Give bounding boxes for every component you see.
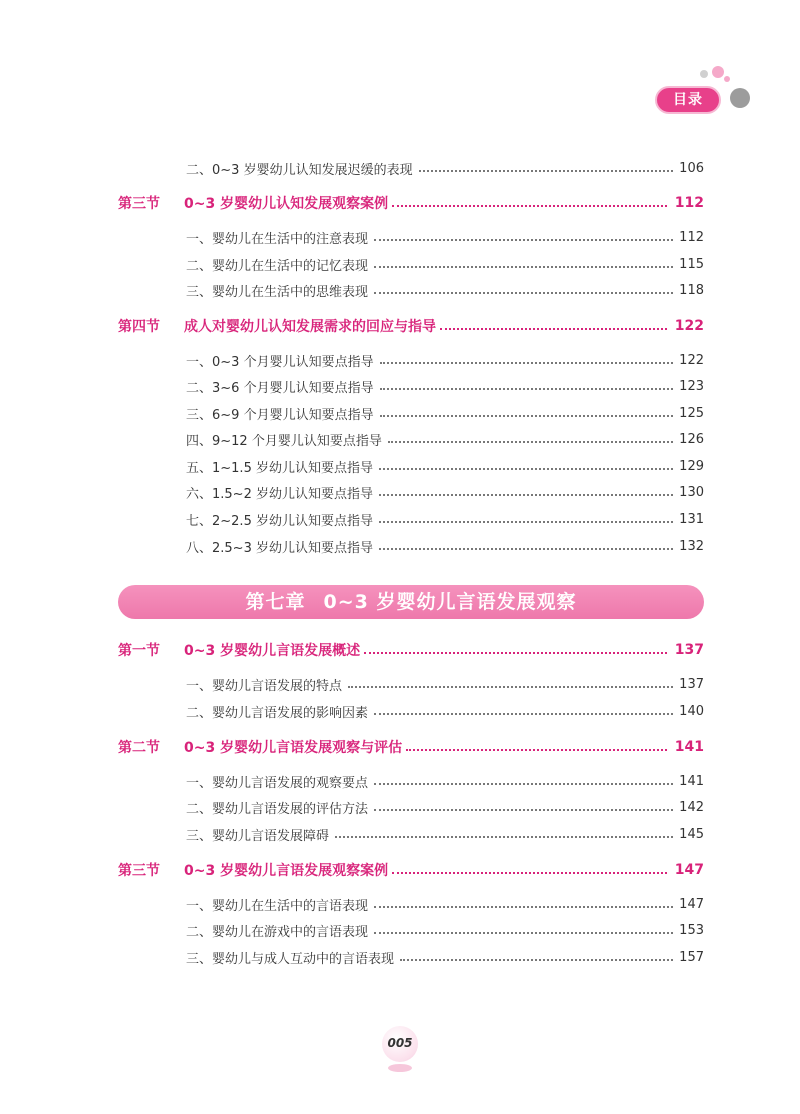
toc-item-label: 三、6~9 个月婴儿认知要点指导: [186, 407, 374, 423]
dot-leader: [380, 406, 674, 420]
toc-item-label: 二、0~3 岁婴幼儿认知发展迟缓的表现: [186, 162, 413, 178]
dot-leader: [388, 432, 673, 446]
dot-leader: [379, 459, 673, 473]
dot-leader: [374, 230, 673, 244]
toc-item[interactable]: [186, 253, 704, 275]
toc-item-page: 153: [679, 922, 704, 938]
toc-item-page: 132: [679, 538, 704, 554]
toc-item-label: 二、婴幼儿在游戏中的言语表现: [186, 924, 369, 940]
toc-item-label: 三、婴幼儿言语发展障碍: [186, 828, 330, 844]
toc-item-label: 二、婴幼儿言语发展的影响因素: [186, 705, 369, 721]
toc-item[interactable]: [186, 402, 704, 424]
section-page: 122: [674, 318, 704, 334]
toc-item[interactable]: [186, 946, 704, 968]
toc-item-page: 140: [679, 703, 704, 719]
decor-dot: [730, 88, 750, 108]
toc-item-page: 145: [679, 826, 704, 842]
dot-leader: [406, 740, 667, 754]
toc-item[interactable]: [186, 508, 704, 530]
toc-item[interactable]: [186, 770, 704, 792]
section-page: 137: [674, 642, 704, 658]
dot-leader: [400, 950, 673, 964]
toc-item-page: 122: [679, 352, 704, 368]
dot-leader: [379, 539, 673, 553]
toc-item[interactable]: [186, 919, 704, 941]
toc-item-label: 四、9~12 个月婴儿认知要点指导: [186, 433, 382, 449]
section-number: 第四节: [118, 319, 160, 335]
dot-leader: [440, 319, 667, 333]
toc-item-label: 二、3~6 个月婴儿认知要点指导: [186, 380, 374, 396]
dot-leader: [392, 196, 667, 210]
toc-item-page: 125: [679, 405, 704, 421]
chapter-banner[interactable]: [118, 585, 704, 619]
dot-leader: [374, 923, 673, 937]
toc-item[interactable]: [186, 796, 704, 818]
toc-item-label: 六、1.5~2 岁幼儿认知要点指导: [186, 486, 373, 502]
toc-section-heading[interactable]: [118, 191, 704, 215]
toc-item[interactable]: [186, 893, 704, 915]
toc-section-heading[interactable]: [118, 638, 704, 662]
dot-leader: [379, 512, 673, 526]
section-page: 141: [674, 739, 704, 755]
toc-section-heading[interactable]: [118, 314, 704, 338]
toc-item[interactable]: [186, 157, 704, 179]
toc-item-page: 106: [679, 160, 704, 176]
toc-item-page: 115: [679, 256, 704, 272]
toc-item-page: 112: [679, 229, 704, 245]
toc-item[interactable]: [186, 279, 704, 301]
toc-item[interactable]: [186, 349, 704, 371]
section-page: 112: [674, 195, 704, 211]
dot-leader: [348, 677, 673, 691]
toc-item-page: 157: [679, 949, 704, 965]
toc-item[interactable]: [186, 375, 704, 397]
dot-leader: [392, 863, 667, 877]
dot-leader: [379, 485, 673, 499]
toc-item-label: 一、婴幼儿言语发展的特点: [186, 678, 343, 694]
toc-item-page: 147: [679, 896, 704, 912]
section-title: 0~3 岁婴幼儿言语发展观察与评估: [184, 740, 403, 756]
decor-dot: [724, 76, 730, 82]
dot-leader: [374, 800, 673, 814]
chapter-number: 第七章: [245, 591, 306, 613]
toc-badge: 目录: [655, 86, 721, 114]
toc-item[interactable]: [186, 673, 704, 695]
dot-leader: [374, 774, 673, 788]
toc-item-label: 三、婴幼儿在生活中的思维表现: [186, 284, 369, 300]
chapter-title: 0~3 岁婴幼儿言语发展观察: [323, 591, 577, 613]
toc-item-label: 一、婴幼儿言语发展的观察要点: [186, 775, 369, 791]
toc-item-label: 三、婴幼儿与成人互动中的言语表现: [186, 951, 395, 967]
section-number: 第三节: [118, 863, 160, 879]
toc-item[interactable]: [186, 455, 704, 477]
toc-item-page: 141: [679, 773, 704, 789]
section-page: 147: [674, 862, 704, 878]
dot-leader: [380, 379, 674, 393]
decor-dot: [712, 66, 724, 78]
toc-item-label: 七、2~2.5 岁幼儿认知要点指导: [186, 513, 373, 529]
section-number: 第二节: [118, 740, 160, 756]
section-title: 0~3 岁婴幼儿认知发展观察案例: [184, 196, 389, 212]
dot-leader: [374, 257, 673, 271]
section-title: 成人对婴幼儿认知发展需求的回应与指导: [184, 319, 436, 335]
toc-item[interactable]: [186, 535, 704, 557]
toc-item-page: 118: [679, 282, 704, 298]
page-number: [370, 1026, 430, 1066]
toc-item[interactable]: [186, 226, 704, 248]
dot-leader: [335, 827, 673, 841]
toc-section-heading[interactable]: [118, 735, 704, 759]
toc-item-label: 八、2.5~3 岁幼儿认知要点指导: [186, 540, 373, 556]
section-number: 第三节: [118, 196, 160, 212]
toc-item-label: 一、婴幼儿在生活中的言语表现: [186, 898, 369, 914]
toc-item-label: 二、婴幼儿在生活中的记忆表现: [186, 258, 369, 274]
toc-item[interactable]: [186, 700, 704, 722]
toc-item-label: 一、0~3 个月婴儿认知要点指导: [186, 354, 374, 370]
toc-section-heading[interactable]: [118, 858, 704, 882]
toc-item-page: 137: [679, 676, 704, 692]
dot-leader: [380, 353, 674, 367]
toc-item-label: 五、1~1.5 岁幼儿认知要点指导: [186, 460, 373, 476]
section-title: 0~3 岁婴幼儿言语发展概述: [184, 643, 361, 659]
toc-item-label: 一、婴幼儿在生活中的注意表现: [186, 231, 369, 247]
decor-dot: [700, 70, 708, 78]
dot-leader: [374, 897, 673, 911]
section-number: 第一节: [118, 643, 160, 659]
toc-item[interactable]: [186, 823, 704, 845]
page-bubble-base: [388, 1064, 412, 1072]
toc-item-page: 129: [679, 458, 704, 474]
toc-item-page: 142: [679, 799, 704, 815]
section-title: 0~3 岁婴幼儿言语发展观察案例: [184, 863, 389, 879]
dot-leader: [374, 704, 673, 718]
dot-leader: [374, 283, 673, 297]
toc-item-page: 131: [679, 511, 704, 527]
toc-item[interactable]: [186, 481, 704, 503]
page-number-text: 005: [387, 1036, 413, 1050]
dot-leader: [419, 161, 674, 175]
toc-item-page: 130: [679, 484, 704, 500]
header-decoration: [0, 0, 800, 130]
toc-item[interactable]: [186, 428, 704, 450]
toc-item-page: 123: [679, 378, 704, 394]
dot-leader: [364, 643, 667, 657]
toc-item-label: 二、婴幼儿言语发展的评估方法: [186, 801, 369, 817]
toc-item-page: 126: [679, 431, 704, 447]
